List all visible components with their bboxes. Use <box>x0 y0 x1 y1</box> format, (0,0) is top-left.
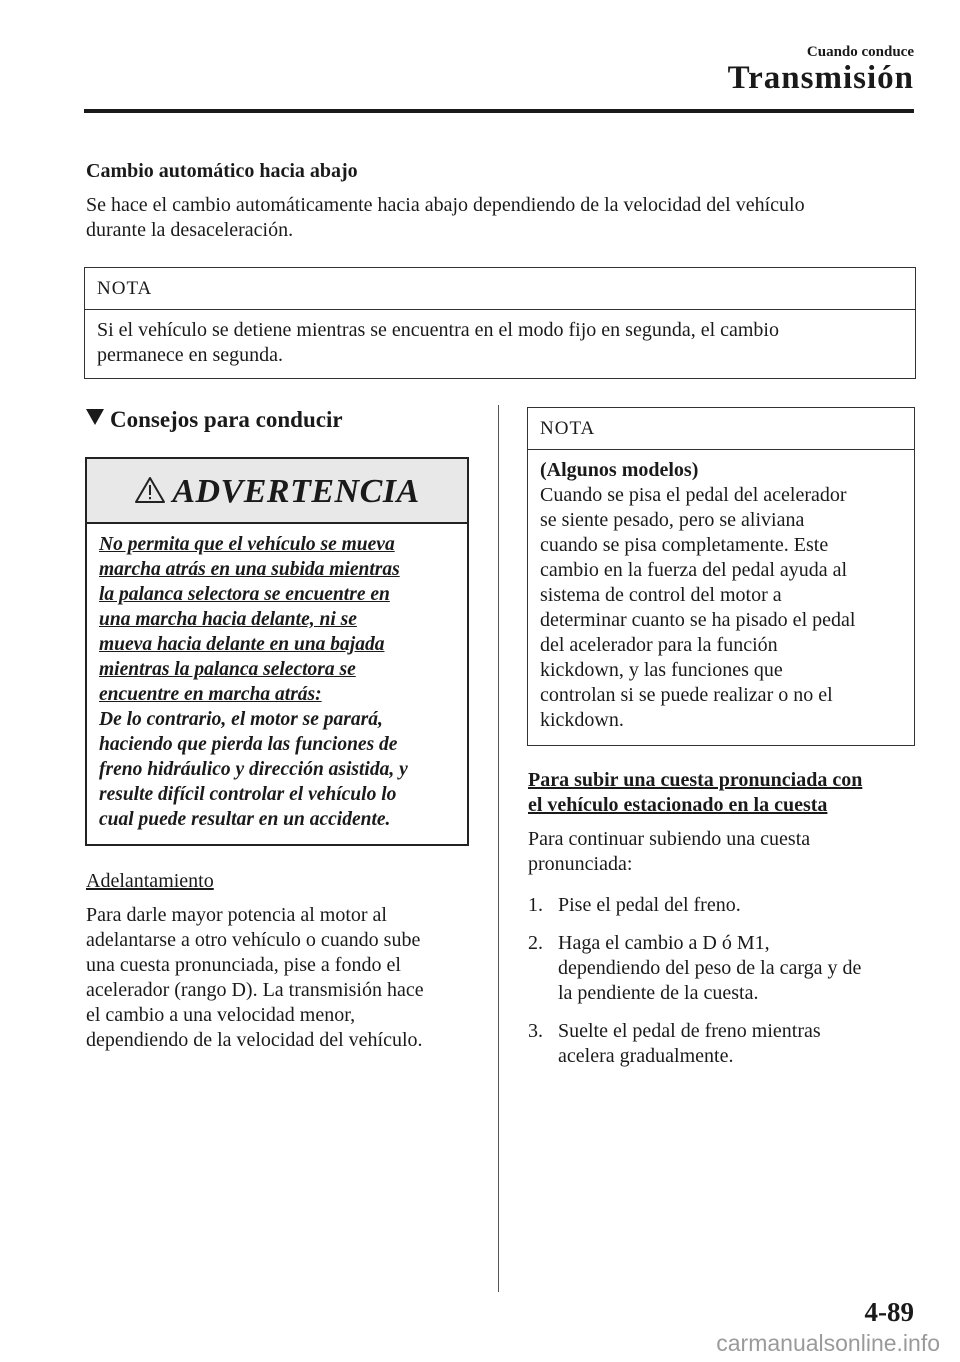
note-body <box>85 310 915 368</box>
intro-line: Se hace el cambio automáticamente hacia abajo dependiendo de la velocidad del vehículo <box>86 194 805 216</box>
step-item <box>528 1019 918 1069</box>
note-line: se siente pesado, pero se aliviana <box>540 509 805 531</box>
section-heading <box>86 407 343 433</box>
step-number: 3. <box>528 1020 543 1042</box>
paragraph-line: dependiendo de la velocidad del vehículo. <box>86 1029 423 1051</box>
adelantamiento-heading: Adelantamiento <box>86 870 214 892</box>
paragraph-line: una cuesta pronunciada, pise a fondo el <box>86 954 401 976</box>
warning-header <box>87 459 467 524</box>
note-line: cambio en la fuerza del pedal ayuda al <box>540 559 848 581</box>
adelantamiento-paragraph <box>86 903 476 1053</box>
step <box>528 893 918 918</box>
paragraph-line: Para darle mayor potencia al motor al <box>86 904 387 926</box>
note-line: kickdown, y las funciones que <box>540 659 783 681</box>
warning-box <box>85 457 469 846</box>
header-section-label: Cuando conduce <box>806 44 914 60</box>
warning-line: una marcha hacia delante, ni se <box>99 609 357 630</box>
heading-line: el vehículo estacionado en la cuesta <box>528 794 828 816</box>
paragraph-line: acelerador (rango D). La transmisión hace <box>86 979 424 1001</box>
step <box>528 931 918 1006</box>
step-line: Haga el cambio a D ó M1, <box>558 932 770 954</box>
page-number: 4-89 <box>864 1297 914 1327</box>
section-heading-text: Consejos para conducir <box>110 407 343 432</box>
warning-line: haciendo que pierda las funciones de <box>99 734 398 755</box>
step-line: Pise el pedal del freno. <box>558 894 741 916</box>
note-box <box>527 407 915 746</box>
heading-line: Para subir una cuesta pronunciada con <box>528 769 863 791</box>
note-line: kickdown. <box>540 709 624 731</box>
note-body <box>528 450 914 733</box>
intro-paragraph <box>86 193 916 243</box>
warning-line: cual puede resultar en un accidente. <box>99 809 391 830</box>
step-number: 1. <box>528 894 543 916</box>
step-item <box>528 893 918 918</box>
warning-line: resulte difícil controlar el vehículo lo <box>99 784 397 805</box>
cuesta-heading <box>528 768 918 818</box>
intro-line: durante la desaceleración. <box>86 219 294 241</box>
warning-title: ADVERTENCIA <box>172 473 420 510</box>
note-line: Cuando se pisa el pedal del acelerador <box>540 484 847 506</box>
intro-heading: Cambio automático hacia abajo <box>86 160 358 182</box>
header-rule <box>84 109 914 113</box>
step-number: 2. <box>528 932 543 954</box>
warning-line: marcha atrás en una subida mientras <box>99 559 400 580</box>
step-item <box>528 931 918 1006</box>
step <box>528 1019 918 1069</box>
note-line: Si el vehículo se detiene mientras se encuentra en el modo fijo en segunda, el cambio <box>97 319 779 341</box>
cuesta-intro <box>528 827 918 877</box>
note-line: del acelerador para la función <box>540 634 778 656</box>
note-subheading: (Algunos modelos) <box>540 459 699 481</box>
note-line: cuando se pisa completamente. Este <box>540 534 829 556</box>
warning-line: la palanca selectora se encuentre en <box>99 584 390 605</box>
header-title: Transmisión <box>727 60 914 96</box>
warning-line: No permita que el vehículo se mueva <box>99 534 395 555</box>
warning-line: freno hidráulico y dirección asistida, y <box>99 759 408 780</box>
warning-line: De lo contrario, el motor se parará, <box>99 709 383 730</box>
step-line: la pendiente de la cuesta. <box>558 982 759 1004</box>
step-line: Suelte el pedal de freno mientras <box>558 1020 821 1042</box>
step-line: dependiendo del peso de la carga y de <box>558 957 862 979</box>
step-line: acelera gradualmente. <box>558 1045 734 1067</box>
warning-line: mueva hacia delante en una bajada <box>99 634 385 655</box>
warning-triangle-icon <box>134 476 166 504</box>
note-line: sistema de control del motor a <box>540 584 782 606</box>
note-box <box>84 267 916 379</box>
paragraph-line: el cambio a una velocidad menor, <box>86 1004 356 1026</box>
note-label: NOTA <box>85 268 915 310</box>
paragraph-line: Para continuar subiendo una cuesta <box>528 828 811 850</box>
warning-body <box>87 524 467 832</box>
note-label: NOTA <box>528 408 914 450</box>
note-line: controlan si se puede realizar o no el <box>540 684 833 706</box>
warning-line: mientras la palanca selectora se <box>99 659 356 680</box>
column-divider <box>498 405 499 1292</box>
warning-line: encuentre en marcha atrás: <box>99 684 322 705</box>
paragraph-line: adelantarse a otro vehículo o cuando sube <box>86 929 421 951</box>
paragraph-line: pronunciada: <box>528 853 633 875</box>
triangle-bullet-icon <box>86 409 104 425</box>
note-line: determinar cuanto se ha pisado el pedal <box>540 609 856 631</box>
note-line: permanece en segunda. <box>97 344 284 366</box>
watermark: carmanualsonline.info <box>716 1330 940 1356</box>
